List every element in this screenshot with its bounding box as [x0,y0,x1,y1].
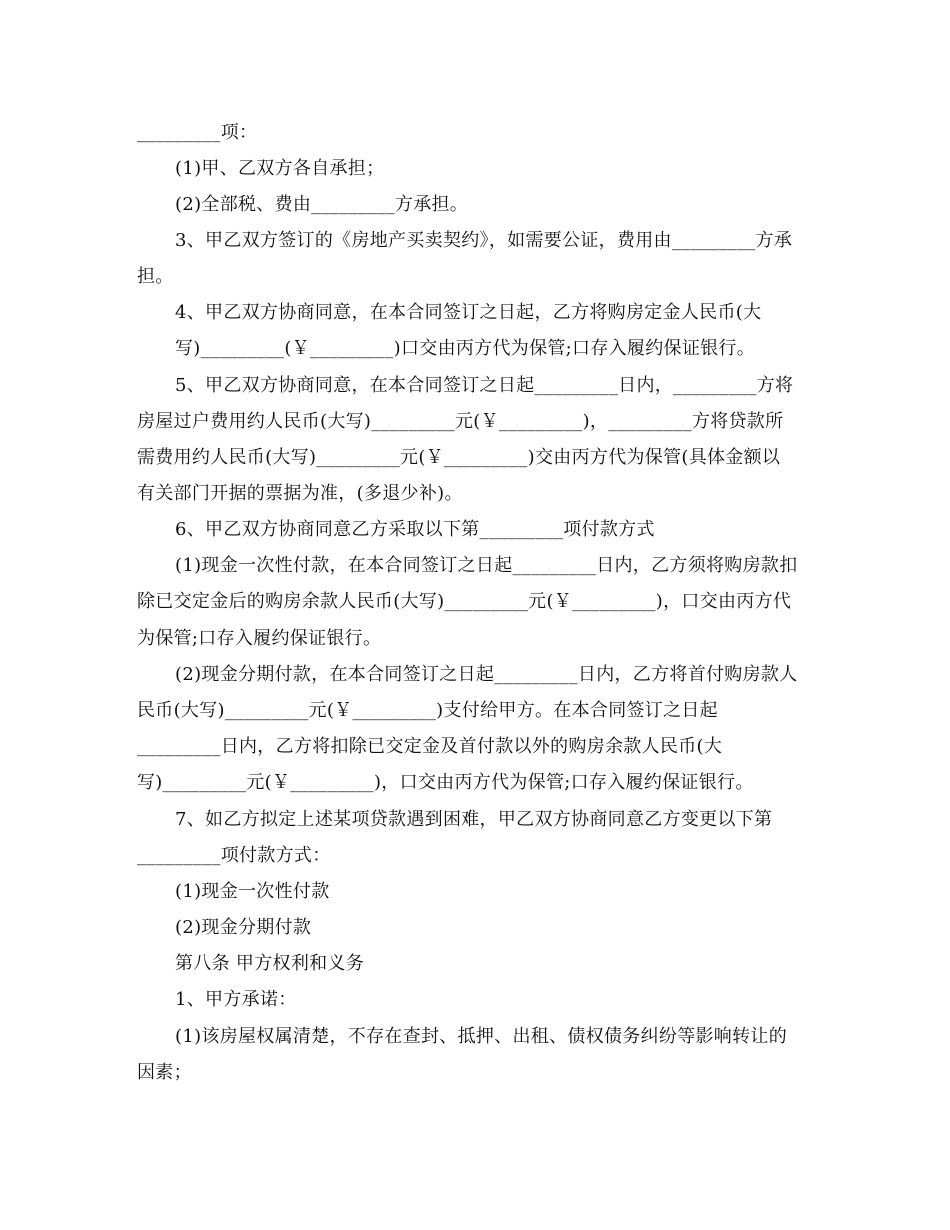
text-line: 担。 [137,266,174,287]
text-line: 6、甲乙双方协商同意乙方采取以下第_________项付款方式 [175,519,655,540]
text-line: 因素； [137,1062,192,1083]
text-line: (2)现金分期付款，在本合同签订之日起_________日内，乙方将首付购房款人 [175,664,798,685]
text-line: 写)_________元(￥_________)，口交由丙方代为保管;口存入履约保证银行。 [137,772,754,793]
text-line: 1、甲方承诺： [175,989,297,1010]
text-line: 除已交定金后的购房余款人民币(大写)_________元(￥_________)，口交由丙方代 [137,591,792,612]
text-line: 7、如乙方拟定上述某项贷款遇到困难，甲乙双方协商同意乙方变更以下第 [175,809,773,830]
text-line: _________项付款方式： [137,845,331,866]
text-line: 民币(大写)_________元(￥_________)支付给甲方。在本合同签订之日起 [137,700,718,721]
text-line: _________日内，乙方将扣除已交定金及首付款以外的购房余款人民币(大 [137,736,723,757]
text-line: (1)现金一次性付款，在本合同签订之日起_________日内，乙方须将购房款扣 [175,555,798,576]
text-line: 需费用约人民币(大写)_________元(￥_________)交由丙方代为保管(具体金额以 [137,447,781,468]
text-line: 4、甲乙双方协商同意，在本合同签订之日起，乙方将购房定金人民币(大 [175,302,762,323]
text-line: 3、甲乙双方签订的《房地产买卖契约》，如需要公证，费用由_________方承 [175,230,793,251]
text-line: 有关部门开据的票据为准，(多退少补)。 [137,483,463,504]
text-line: (1)甲、乙双方各自承担； [175,158,385,179]
text-line: (1)现金一次性付款 [175,881,330,902]
text-line: 为保管;口存入履约保证银行。 [137,628,382,649]
text-line: 写)_________(￥_________)口交由丙方代为保管;口存入履约保证银行。 [175,338,756,359]
text-line: 5、甲乙双方协商同意，在本合同签订之日起_________日内，_________方将 [175,375,794,396]
text-line: _________项： [137,122,258,143]
text-line: (2)全部税、费由_________方承担。 [175,194,469,215]
text-line: 房屋过户费用约人民币(大写)_________元(￥_________)，_________方将贷款所 [137,411,784,432]
text-line: (1)该房屋权属清楚，不存在查封、抵押、出租、债权债务纠纷等影响转让的 [175,1026,787,1047]
text-line: (2)现金分期付款 [175,917,312,938]
section-heading: 第八条 甲方权利和义务 [175,953,365,974]
